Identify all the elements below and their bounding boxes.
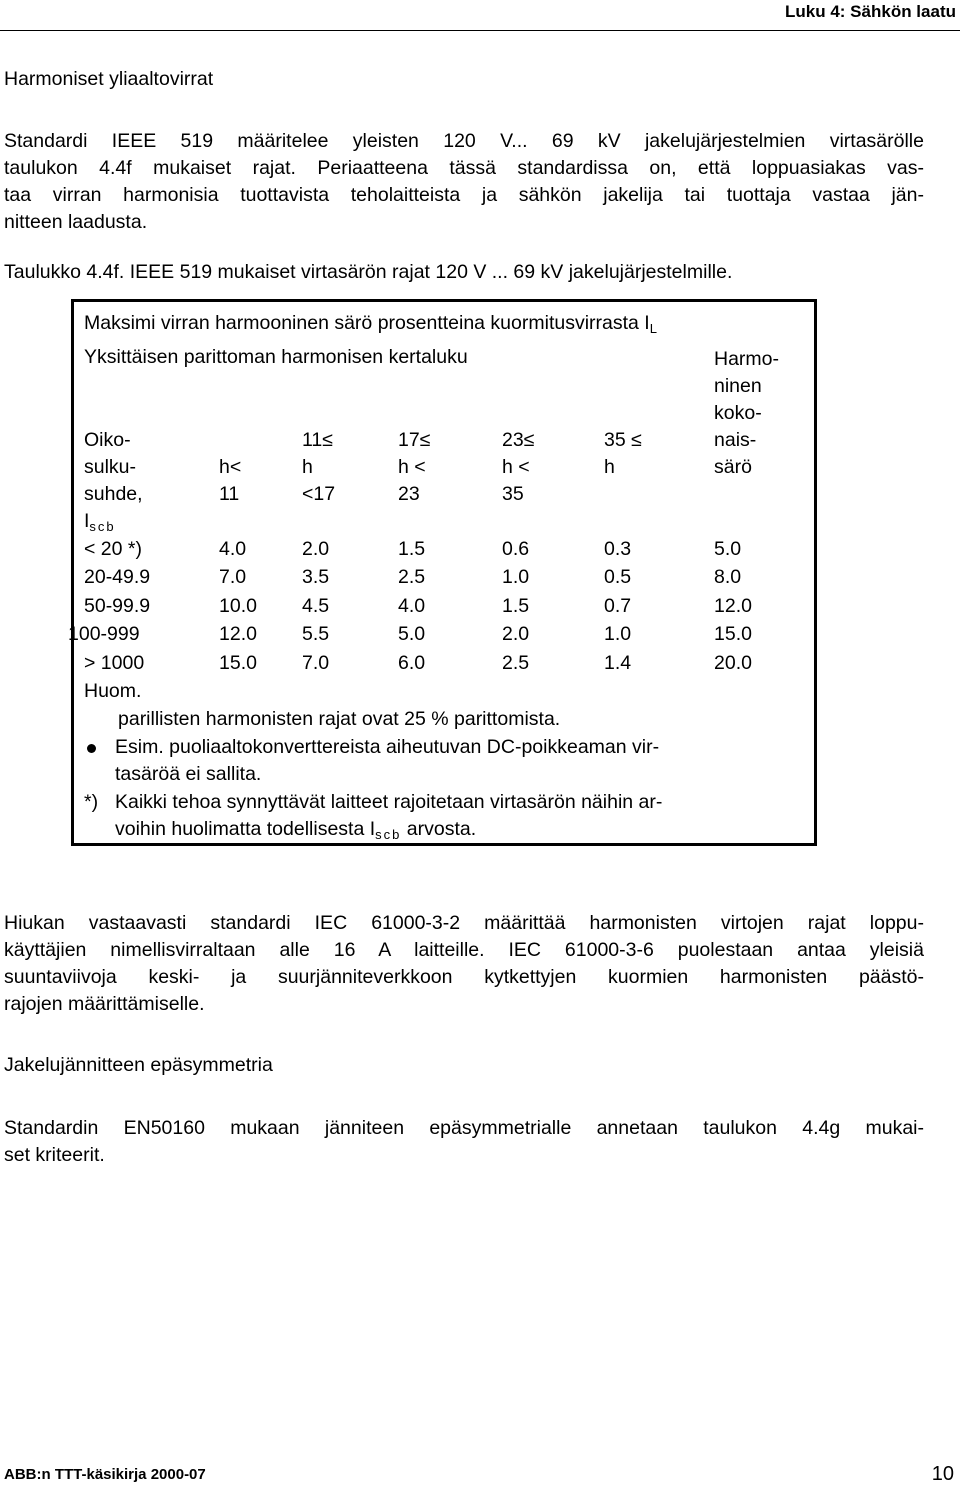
paragraph-line: rajojen määrittämiselle. [4, 993, 205, 1015]
paragraph-line: set kriteerit. [4, 1144, 105, 1166]
caption-text: IEEE 519 mukaiset virtasärön rajat 120 V ... 69 kV jakelujärjestelmille. [129, 261, 733, 283]
short-circuit-ratio-header: Oiko- sulku- suhde, $I_{scb}$ [84, 429, 143, 534]
note-label: Huom. [84, 680, 142, 702]
table-title: Maksimi virran harmooninen särö prosentteina kuormitusvirrasta $I_L$ [84, 312, 659, 336]
table-caption [4, 261, 732, 284]
table-cell: 1.5 [398, 538, 426, 560]
paragraph-ieee519 [4, 128, 924, 236]
table-cell: 8.0 [714, 566, 742, 588]
table-cell: 20.0 [714, 652, 752, 674]
table-cell: 5.5 [302, 623, 330, 645]
paragraph-line: käyttäjien nimellisvirraltaan alle 16 A laitteille. IEC 61000-3-6 puolestaan antaa yleisiä [4, 939, 924, 961]
total-distortion-header: Harmo- ninen koko- nais- särö [714, 348, 780, 478]
footer-publication: ABB:n TTT-käsikirja 2000-07 [4, 1466, 206, 1483]
paragraph-line: Standardin EN50160 mukaan jänniteen epäsymmetrialle annetaan taulukon 4.4g mukai- [4, 1117, 924, 1139]
row-label: < 20 *) [84, 538, 142, 560]
table-cell: 3.5 [302, 566, 330, 588]
table-cell: 12.0 [714, 595, 752, 617]
table-cell: 4.0 [219, 538, 247, 560]
header-divider [0, 30, 960, 31]
section-heading-unbalance: Jakelujännitteen epäsymmetria [4, 1054, 273, 1076]
caption-prefix: Taulukko 4.4f. [4, 261, 125, 283]
table-cell: 4.0 [398, 595, 426, 617]
table-cell: 1.0 [502, 566, 530, 588]
col-header-35-plus: 35 ≤ h [604, 429, 642, 478]
table-cell: 5.0 [398, 623, 426, 645]
table-cell: 0.5 [604, 566, 632, 588]
table-cell: 2.5 [502, 652, 530, 674]
table-cell: 5.0 [714, 538, 742, 560]
table-cell: 12.0 [219, 623, 257, 645]
paragraph-en50160 [4, 1115, 924, 1169]
col-header-17-23: 17≤ h < 23 [398, 429, 431, 505]
table-cell: 0.7 [604, 595, 632, 617]
paragraph-line: taulukon 4.4f mukaiset rajat. Periaatteena tässä standardissa on, että loppuasiakas vas- [4, 157, 924, 179]
col-header-11-17: 11≤ h <17 [302, 429, 336, 505]
paragraph-line: Hiukan vastaavasti standardi IEC 61000-3-2 määrittää harmonisten virtojen rajat loppu- [4, 912, 924, 934]
row-label: 50-99.9 [84, 595, 151, 617]
table-cell: 15.0 [714, 623, 752, 645]
table-cell: 10.0 [219, 595, 257, 617]
harmonic-limits-table [68, 299, 817, 846]
table-cell: 2.0 [502, 623, 530, 645]
table-cell: 1.0 [604, 623, 632, 645]
bullet-icon [87, 744, 96, 753]
table-cell: 15.0 [219, 652, 257, 674]
paragraph-line: taa virran harmonisia tuottavista teholaitteista ja sähkön jakelija tai tuottaja vastaa jän- [4, 184, 924, 206]
col-header-23-35: 23≤ h < 35 [502, 429, 535, 505]
table-cell: 7.0 [219, 566, 247, 588]
col-header-h-lt-11: h< 11 [219, 456, 242, 505]
note-star-label: *) [84, 791, 99, 813]
page-number: 10 [931, 1463, 954, 1485]
table-cell: 4.5 [302, 595, 330, 617]
paragraph-line: nitteen laadusta. [4, 211, 148, 233]
chapter-title: Luku 4: Sähkön laatu [785, 2, 956, 21]
table-cell: 1.4 [604, 652, 632, 674]
table-cell: 2.0 [302, 538, 330, 560]
row-label: 20-49.9 [84, 566, 151, 588]
paragraph-line: Standardi IEEE 519 määritelee yleisten 120 V... 69 kV jakelujärjestelmien virtasärölle [4, 130, 924, 152]
table-cell: 7.0 [302, 652, 330, 674]
section-heading-harmonics: Harmoniset yliaaltovirrat [4, 68, 214, 90]
table-cell: 6.0 [398, 652, 426, 674]
table-group-header: Yksittäisen parittoman harmonisen kertaluku [84, 346, 468, 368]
table-cell: 1.5 [502, 595, 530, 617]
note-bullet-dc: Esim. puoliaaltokonverttereista aiheutuvan DC-poikkeaman vir- tasäröä ei sallita. [115, 736, 660, 785]
paragraph-line: suuntaviivoja keski- ja suurjänniteverkkoon kytkettyjen kuormien harmonisten päästö- [4, 966, 924, 988]
table-cell: 2.5 [398, 566, 426, 588]
row-label: 100-999 [68, 623, 140, 645]
paragraph-iec61000 [4, 910, 924, 1018]
note-star-text: Kaikki tehoa synnyttävät laitteet rajoitetaan virtasärön näihin ar- voihin huolimatta todellisesta $I_{scb}$ arvosta. [115, 791, 663, 842]
table-cell: 0.6 [502, 538, 530, 560]
table-cell: 0.3 [604, 538, 632, 560]
note-even-harmonics: parillisten harmonisten rajat ovat 25 % parittomista. [118, 708, 561, 730]
row-label: > 1000 [84, 652, 145, 674]
